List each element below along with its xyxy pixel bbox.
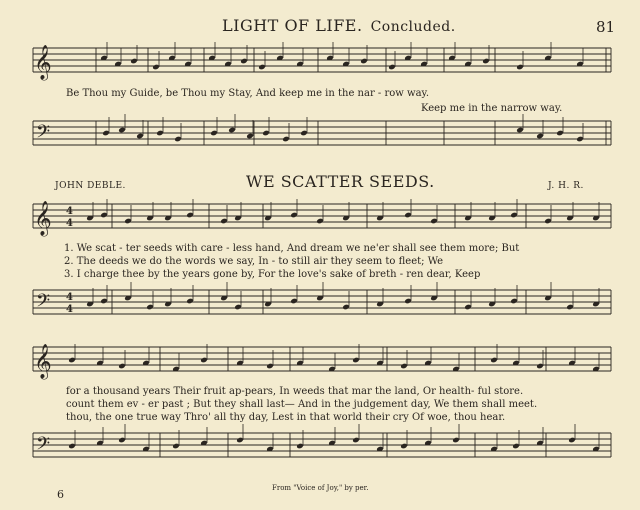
staff-song1-treble: [33, 48, 611, 72]
verse-3-line-2: thou, the one true way Thro' all thy day, Lest in that world their cry Of woe, thou hear.: [66, 412, 506, 423]
staff-song2-sys1-treble: [33, 204, 611, 228]
lyric-line-bass: Keep me in the narrow way.: [421, 103, 563, 114]
verse-3-line-1: 3. I charge thee by the years gone by, For the love's sake of breth - ren dear, Keep: [64, 269, 481, 280]
footnote: From "Voice of Joy," by per.: [272, 484, 369, 492]
svg-text:4: 4: [66, 218, 73, 229]
verse-1-line-1: 1. We scat - ter seeds with care - less hand, And dream we ne'er shall see them more; But: [64, 243, 520, 254]
svg-text:𝄞: 𝄞: [34, 45, 52, 80]
svg-text:4: 4: [66, 206, 73, 217]
author-right: J. H. R.: [548, 181, 584, 191]
svg-text:𝄞: 𝄞: [34, 344, 52, 379]
svg-text:𝄢: 𝄢: [36, 434, 51, 459]
author-left: JOHN DEBLE.: [55, 181, 126, 191]
svg-text:𝄞: 𝄞: [34, 201, 52, 236]
note-heads: [68, 42, 600, 452]
verse-1-line-2: for a thousand years Their fruit ap-pears, In weeds that mar the land, Or health- ful store.: [66, 386, 524, 397]
title-suffix: Concluded.: [370, 19, 456, 35]
song-title-we-scatter-seeds: WE SCATTER SEEDS.: [246, 172, 435, 191]
staff-song2-sys1-bass: [33, 290, 611, 314]
lyric-line-treble: Be Thou my Guide, be Thou my Stay, And keep me in the nar - row way.: [66, 88, 430, 99]
verse-2-line-1: 2. The deeds we do the words we say, In - to still air they seem to fleet; We: [64, 256, 444, 267]
svg-text:𝄢: 𝄢: [36, 122, 51, 147]
page-number-top: 81: [596, 18, 616, 36]
svg-text:𝄢: 𝄢: [36, 291, 51, 316]
staff-song1-bass: [33, 121, 611, 145]
page-number-bottom: 6: [57, 488, 64, 501]
verse-2-line-2: count them ev - er past ; But they shall last— And in the judgement day, We them shall meet.: [66, 399, 538, 410]
clefs-and-signatures: [34, 45, 73, 459]
svg-text:4: 4: [66, 292, 73, 303]
svg-text:4: 4: [66, 304, 73, 315]
staff-song2-sys2-bass: [33, 433, 611, 457]
song-title-light-of-life: LIGHT OF LIFE. Concluded.: [222, 16, 456, 35]
